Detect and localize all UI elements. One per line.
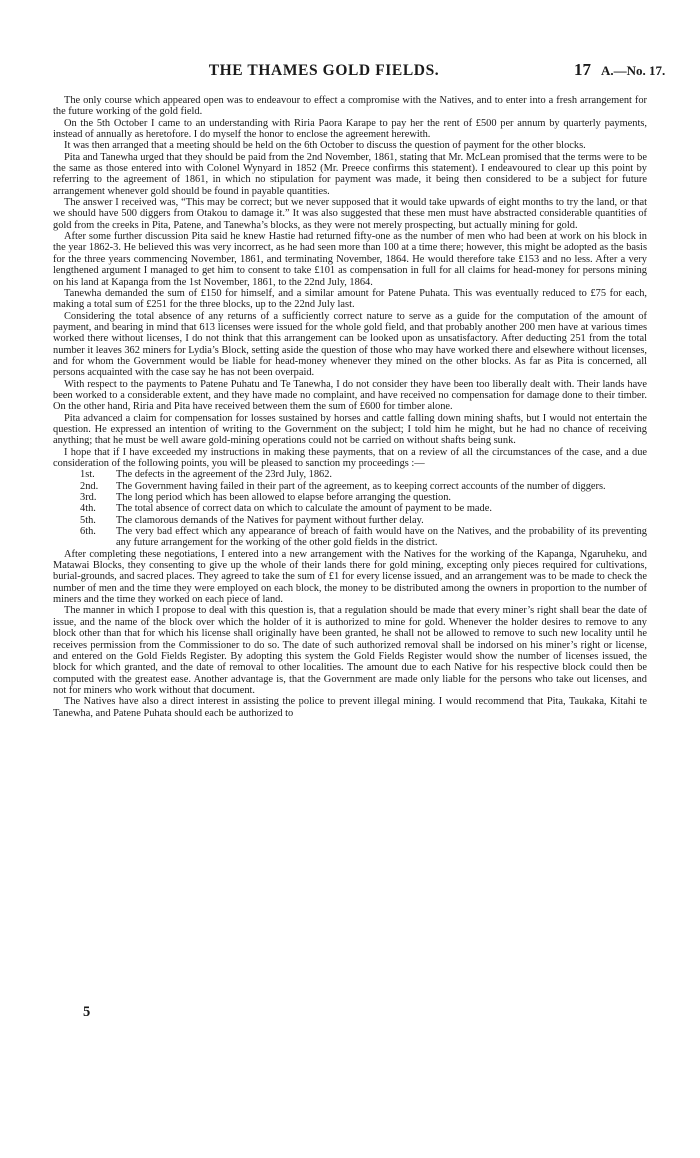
list-item-text: The very bad effect which any appearance of breach of faith would have on the Natives, and the probability of its preventing any future arrangement for the working of the other gold fields in the district. (116, 526, 647, 549)
paragraph: Pita advanced a claim for compensation for losses sustained by horses and cattle falling down mining shafts, but I would not entertain the question. He expressed an intention of writing to the Government on the subject; I told him he might, but he had no chance of receiving anything; that he must be well aware gold-mining operations could not be carried on without shafts being sunk. (53, 412, 647, 447)
list-item (53, 469, 647, 480)
list-item-text: The long period which has been allowed to elapse before arranging the question. (116, 492, 451, 504)
paragraph: After completing these negotiations, I entered into a new arrangement with the Natives for the working of the Kapanga, Ngaruheku, and Matawai Blocks, they consenting to give up the whole of their lands there for gold mining, excepting only pieces required for cultivations, burial-grounds, and sacred places. They agreed to take the sum of £1 for every license issued, and an arrangement was to be made to check the number of men and the time they were employed on each block, the money to be distributed among the owners in proportion to the number of miners and the time they worked on each piece of land. (53, 548, 647, 606)
list-item-text: The total absence of correct data on which to calculate the amount of payment to be made. (116, 503, 492, 515)
page-header (0, 62, 700, 84)
signature-number: 5 (83, 1004, 91, 1020)
list-item (53, 492, 647, 503)
list-item-number: 4th. (80, 503, 96, 515)
paragraph: The manner in which I propose to deal with this question is, that a regulation should be made that every miner’s right shall bear the date of issue, and the name of the block over which the holder of it is authorized to mine for gold. Whenever the holder desires to remove to any block other than that for which his license shall originally have been granted, he shall not be allowed to remove to such new locality until he receives permission from the Commissioner to do so. The date of such authorized removal shall be indorsed on his miner’s right or license, and entered on the Gold Fields Register. By adopting this system the Gold Fields Register would show the number of licenses issued, the block for which granted, and the date of removal to other localities. The amount due to each Native for his respective block could then be computed with the greatest ease. Another advantage is, that the Government are made only liable for the persons who take out licenses, and not for miners who work without that document. (53, 605, 647, 696)
list-item (53, 503, 647, 514)
paragraph: Considering the total absence of any returns of a sufficiently correct nature to serve as a guide for the computation of the amount of payment, and bearing in mind that 613 licenses were issued for the whole gold field, and that probably another 200 men have at various times worked there without licenses, I do not think that this arrangement can be looked upon as unsatisfactory. After deducting 251 from the total number it leaves 362 miners for Lydia’s Block, setting aside the question of those who may have worked there and elsewhere without licenses, and for whom the Government would be liable for head-money whenever they mined on the other blocks. As far as Pita is concerned, all persons acquainted with the case say he has not been overpaid. (53, 310, 647, 379)
document-reference: A.—No. 17. (601, 63, 666, 78)
list-item-number: 5th. (80, 514, 96, 526)
paragraph: Tanewha demanded the sum of £150 for himself, and a similar amount for Patene Puhata. This was eventually reduced to £75 for each, making a total sum of £251 for the three blocks, up to the 22nd July last. (53, 287, 647, 311)
paragraph: With respect to the payments to Patene Puhatu and Te Tanewha, I do not consider they have been too liberally dealt with. Their lands have been worked to a considerable extent, and they have made no complaint, and have received no compensation for damage done to their timber. On the other hand, Riria and Pita have received between them the sum of £600 for timber alone. (53, 378, 647, 413)
paragraph: On the 5th October I came to an understanding with Riria Paora Karape to pay her the rent of £500 per annum by quarterly payments, instead of annually as heretofore. I do myself the honor to enclose the agreement herewith. (53, 117, 647, 141)
list-item (53, 526, 647, 549)
list-item-number: 3rd. (80, 492, 97, 504)
paragraph: The answer I received was, “This may be correct; but we never supposed that it would take upwards of eight months to try the land, or that we should have 500 diggers from Otakou to damage it.” It was also suggested that these men must have abstracted considerable quantities of gold from the creeks in Pita, Patene, and Tanewha’s blocks, as they were not merely prospecting, but actually mining for gold. (53, 197, 647, 231)
paragraph: It was then arranged that a meeting should be held on the 6th October to discuss the question of payment for the other blocks. (64, 140, 586, 152)
paragraph: Pita and Tanewha urged that they should be paid from the 2nd November, 1861, stating that Mr. McLean promised that the terms were to be the same as those entered into with Colonel Wynyard in 1852 (Mr. Preece confirms this statement). I endeavoured to clear up this point by referring to the agreement of 1861, in which no stipulation for payment was made, it being then considered to be a subject for future arrangement whenever gold should be found in payable quantities. (53, 151, 647, 197)
body-text (53, 95, 647, 719)
paragraph: The only course which appeared open was to endeavour to effect a compromise with the Natives, and to enter into a fresh arrangement for the future working of the gold field. (53, 95, 647, 118)
list-item-text: The clamorous demands of the Natives for payment without further delay. (116, 514, 424, 526)
list-item (53, 481, 647, 492)
list-item-number: 2nd. (80, 480, 99, 492)
paragraph: The Natives have also a direct interest in assisting the police to prevent illegal mining. I would recommend that Pita, Taukaka, Kitahi te Tanewha, and Patene Puhata should each be authorized to (53, 696, 647, 719)
list-item-text: The Government having failed in their part of the agreement, as to keeping correct accounts of the number of diggers. (116, 480, 606, 492)
running-title: THE THAMES GOLD FIELDS. (208, 62, 440, 79)
paragraph: After some further discussion Pita said he knew Hastie had returned fifty-one as the number of men who had been at work on his block in the year 1862-3. He believed this was very incorrect, as he had seen more than 100 at a time there; however, this might be adopted as the basis for the three years commencing November, 1861, and terminating November, 1864. He would therefore take £153 and no less. After a very lengthened argument I managed to get him to consent to take £101 as compensation in full for all claims for head-money for persons mining on his land at Kapanga from the 1st November, 1861, to the 22nd July, 1864. (53, 231, 647, 288)
points-list (53, 469, 647, 548)
page-number: 17 (574, 60, 591, 79)
list-item-text: The defects in the agreement of the 23rd July, 1862. (116, 469, 333, 481)
paragraph: I hope that if I have exceeded my instructions in making these payments, that on a review of all the circumstances of the case, and a due consideration of the following points, you will be pleased to sanction my proceedings :— (53, 446, 647, 469)
list-item (53, 515, 647, 526)
list-item-number: 1st. (80, 469, 95, 481)
list-item-number: 6th. (80, 526, 96, 538)
